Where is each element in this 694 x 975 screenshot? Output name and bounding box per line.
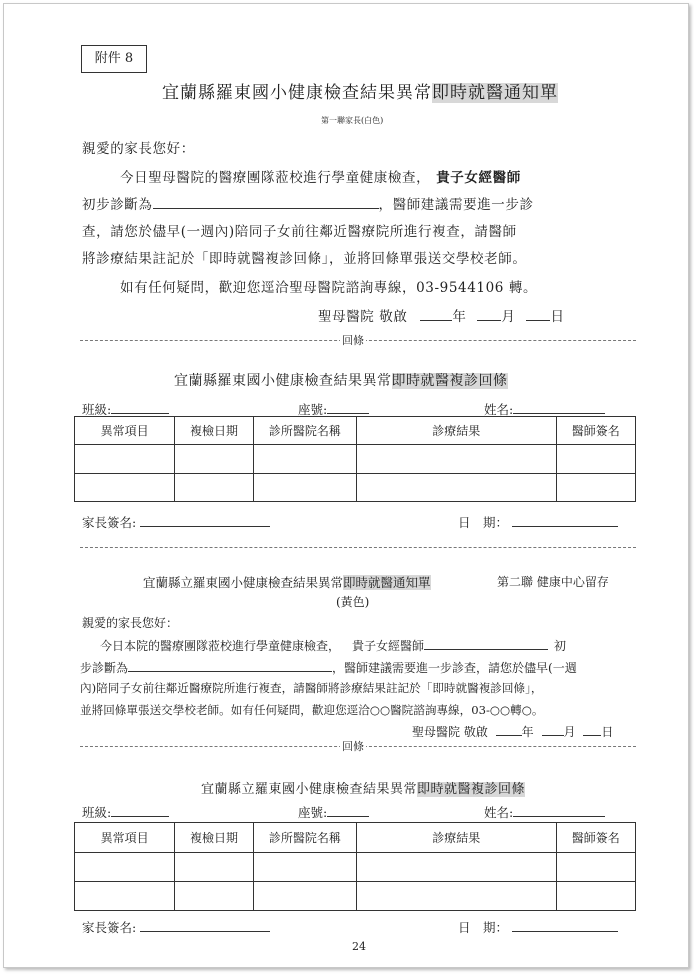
- form2-line4: 並將回條單張送交學校老師。如有任何疑問，歡迎您逕洽○○醫院諮詢專線，03-○○轉○。: [80, 703, 544, 717]
- reply1-parent-sign-blank[interactable]: [140, 513, 270, 527]
- reply1-parent-sign: 家長簽名:: [82, 513, 270, 531]
- table-cell[interactable]: [357, 474, 556, 502]
- col-clinic-name: 診所醫院名稱: [253, 417, 356, 445]
- form2-month-blank[interactable]: [542, 722, 564, 736]
- table-cell[interactable]: [175, 853, 253, 882]
- table-row: [75, 853, 636, 882]
- table-cell[interactable]: [253, 445, 356, 474]
- reply2-title: 宜蘭縣立羅東國小健康檢查結果異常即時就醫複診回條: [201, 782, 526, 797]
- col-diagnosis-result: 診療結果: [357, 823, 556, 853]
- reply1-date-blank[interactable]: [512, 513, 618, 527]
- form2-line3: 內)陪同子女前往鄰近醫療院所進行複查，請醫師將診療結果註記於「即時就醫複診回條」，: [80, 681, 543, 695]
- table-cell[interactable]: [357, 853, 556, 882]
- col-clinic-name: 診所醫院名稱: [253, 823, 356, 853]
- col-recheck-date: 複檢日期: [175, 417, 253, 445]
- form2-diagnosis-blank[interactable]: [128, 658, 332, 672]
- col-doctor-signature: 醫師簽名: [556, 417, 636, 445]
- table-cell[interactable]: [357, 445, 556, 474]
- reply2-class-blank[interactable]: [111, 803, 169, 817]
- form1-line1: 今日聖母醫院的醫療團隊蒞校進行學童健康檢查， 貴子女經醫師: [120, 170, 521, 186]
- form1-copy-note: 第一聯家長(白色): [321, 116, 384, 125]
- form1-day-blank[interactable]: [526, 307, 550, 321]
- form1-sign-line: 聖母醫院 敬啟 年 月 日: [318, 309, 565, 325]
- table-cell[interactable]: [175, 882, 253, 911]
- reply2-date-blank[interactable]: [512, 918, 618, 932]
- form2-sign-line: 聖母醫院 敬啟 年 月 日: [412, 722, 613, 740]
- form1-line2: 初步診斷為 ，醫師建議需要進一步診: [82, 197, 534, 213]
- form1-line4: 將診療結果註記於「即時就醫複診回條」，並將回條單張送交學校老師。: [82, 251, 527, 267]
- form2-copy-note: 第二聯 健康中心留存: [497, 575, 609, 589]
- form1-title: 宜蘭縣羅東國小健康檢查結果異常即時就醫通知單: [162, 83, 558, 103]
- form2-line2: 步診斷為 ，醫師建議需要進一步診查，請您於儘早(一週: [80, 658, 577, 676]
- form1-line3: 查，請您於儘早(一週內)陪同子女前往鄰近醫療院所進行複查，請醫師: [82, 224, 517, 240]
- table-cell[interactable]: [556, 474, 636, 502]
- table-row: [75, 445, 636, 474]
- form1-greeting: 親愛的家長您好：: [82, 141, 195, 157]
- reply1-seat-field: 座號:: [298, 400, 369, 418]
- reply2-seat-blank[interactable]: [327, 803, 369, 817]
- form2-color-note: (黃色): [336, 595, 370, 609]
- table-header-row: [75, 417, 636, 445]
- section-separator: [80, 541, 636, 553]
- form2-line1: 今日本院的醫療團隊蒞校進行學童健康檢查， 貴子女經醫師 初: [100, 636, 566, 654]
- table-cell[interactable]: [75, 882, 175, 911]
- form2-day-blank[interactable]: [583, 722, 601, 736]
- table-cell[interactable]: [175, 474, 253, 502]
- table-cell[interactable]: [556, 445, 636, 474]
- form1-line5: 如有任何疑問，歡迎您逕洽聖母醫院諮詢專線，03-9544106 轉。: [120, 280, 538, 296]
- table-cell[interactable]: [75, 853, 175, 882]
- form2-title: 宜蘭縣立羅東國小健康檢查結果異常即時就醫通知單: [143, 575, 431, 590]
- col-doctor-signature: 醫師簽名: [556, 823, 636, 853]
- reply1-table: [74, 416, 636, 502]
- reply1-title: 宜蘭縣羅東國小健康檢查結果異常即時就醫複診回條: [174, 373, 508, 389]
- reply1-date: 日 期：: [458, 513, 618, 531]
- col-recheck-date: 複檢日期: [175, 823, 253, 853]
- form1-year-blank[interactable]: [420, 307, 452, 321]
- table-row: [75, 882, 636, 911]
- reply2-name-field: 姓名:: [484, 803, 605, 821]
- table-cell[interactable]: [75, 474, 175, 502]
- table-header-row: [75, 823, 636, 853]
- form1-diagnosis-blank[interactable]: [153, 195, 379, 209]
- cut-line: 回條: [80, 334, 636, 346]
- cut-line: 回條: [80, 740, 636, 752]
- col-abnormal-item: 異常項目: [75, 417, 175, 445]
- table-cell[interactable]: [357, 882, 556, 911]
- col-diagnosis-result: 診療結果: [357, 417, 556, 445]
- col-abnormal-item: 異常項目: [75, 823, 175, 853]
- table-cell[interactable]: [556, 853, 636, 882]
- reply1-class-field: 班級:: [82, 400, 169, 418]
- reply2-parent-sign: 家長簽名:: [82, 918, 270, 936]
- table-cell[interactable]: [556, 882, 636, 911]
- reply1-name-blank[interactable]: [513, 400, 605, 414]
- table-cell[interactable]: [175, 445, 253, 474]
- form2-doctor-blank[interactable]: [424, 636, 548, 650]
- table-cell[interactable]: [75, 445, 175, 474]
- reply2-seat-field: 座號:: [298, 803, 369, 821]
- form2-greeting: 親愛的家長您好：: [82, 616, 179, 630]
- table-row: [75, 474, 636, 502]
- reply2-table: [74, 822, 636, 911]
- reply2-parent-sign-blank[interactable]: [140, 918, 270, 932]
- form1-month-blank[interactable]: [477, 307, 501, 321]
- form2-year-blank[interactable]: [496, 722, 522, 736]
- reply2-date: 日 期：: [458, 918, 618, 936]
- page-number: 24: [352, 940, 366, 953]
- reply1-name-field: 姓名:: [484, 400, 605, 418]
- table-cell[interactable]: [253, 882, 356, 911]
- attachment-label: 附件 8: [81, 45, 147, 73]
- reply1-class-blank[interactable]: [111, 400, 169, 414]
- table-cell[interactable]: [253, 853, 356, 882]
- table-cell[interactable]: [253, 474, 356, 502]
- reply2-name-blank[interactable]: [513, 803, 605, 817]
- reply2-class-field: 班級:: [82, 803, 169, 821]
- reply1-seat-blank[interactable]: [327, 400, 369, 414]
